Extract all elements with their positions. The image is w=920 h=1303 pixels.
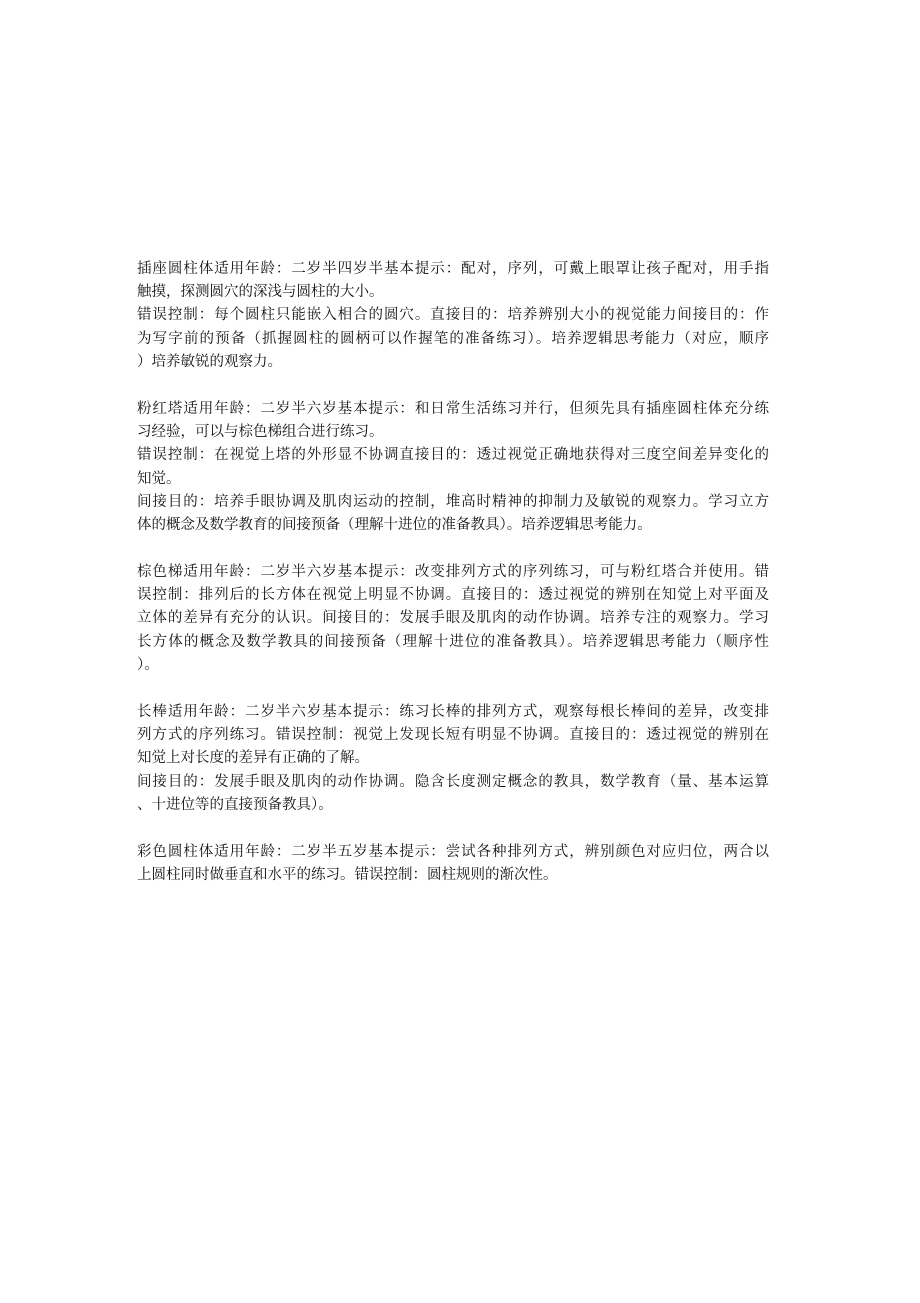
text-line: 上圆柱同时做垂直和水平的练习。错误控制：圆柱规则的渐次性。 [137, 867, 558, 884]
text-line: 棕色梯适用年龄：二岁半六岁基本提示：改变排列方式的序列练习，可与粉红塔合并使用。错 [137, 564, 769, 581]
text-line: 插座圆柱体适用年龄：二岁半四岁半基本提示：配对，序列，可戴上眼罩让孩子配对，用手指 [137, 261, 769, 277]
text-line: 误控制：排列后的长方体在视觉上明显不协调。直接目的：透过视觉的辨别在知觉上对平面及 [137, 587, 769, 604]
text-line: 粉红塔适用年龄：二岁半六岁基本提示：和日常生活练习并行，但须先具有插座圆柱体充分练 [137, 400, 769, 417]
text-line: 错误控制：在视觉上塔的外形显不协调直接目的：透过视觉正确地获得对三度空间差异变化的 [137, 447, 769, 464]
text-line: 立体的差异有充分的认识。间接目的：发展手眼及肌肉的动作协调。培养专注的观察力。学习 [137, 610, 769, 627]
text-line: 触摸，探测圆穴的深浅与圆柱的大小。 [137, 284, 384, 301]
text-line: 间接目的：培养手眼协调及肌肉运动的控制，堆高时精神的抑制力及敏锐的观察力。学习立方 [137, 493, 769, 510]
text-line: 、十进位等的直接预备教具）。 [137, 796, 333, 813]
document-body [137, 258, 769, 911]
section-pink-tower [137, 398, 769, 537]
text-line: 列方式的序列练习。错误控制：视觉上发现长短有明显不协调。直接目的：透过视觉的辨别在 [137, 727, 769, 744]
section-cylinder-blocks [137, 258, 769, 374]
text-line: 彩色圆柱体适用年龄：二岁半五岁基本提示：尝试各种排列方式，辨别颜色对应归位，两合以 [137, 843, 769, 860]
section-long-rods [137, 701, 769, 817]
section-brown-stair [137, 561, 769, 677]
text-line: 体的概念及数学教育的间接预备（理解十进位的准备教具）。培养逻辑思考能力。 [137, 516, 652, 533]
text-line: ）。 [137, 656, 159, 673]
text-line: 长方体的概念及数学教具的间接预备（理解十进位的准备教具）。培养逻辑思考能力（顺序性 [137, 633, 769, 650]
text-line: 知觉。 [137, 470, 181, 487]
text-line: 间接目的：发展手眼及肌肉的动作协调。隐含长度测定概念的教具，数学教育（量、基本运算 [137, 773, 769, 790]
text-line: ）培养敏锐的观察力。 [137, 353, 282, 370]
text-line: 知觉上对长度的差异有正确的了解。 [137, 750, 369, 767]
text-line: 为写字前的预备（抓握圆柱的圆柄可以作握笔的准备练习）。培养逻辑思考能力（对应，顺序 [137, 330, 769, 347]
section-knobless-cylinders [137, 841, 769, 887]
text-line: 习经验，可以与棕色梯组合进行练习。 [137, 424, 384, 441]
text-line: 长棒适用年龄：二岁半六岁基本提示：练习长棒的排列方式，观察每根长棒间的差异，改变排 [137, 704, 769, 720]
text-line: 错误控制：每个圆柱只能嵌入相合的圆穴。直接目的：培养辨别大小的视觉能力间接目的：作 [137, 307, 769, 324]
